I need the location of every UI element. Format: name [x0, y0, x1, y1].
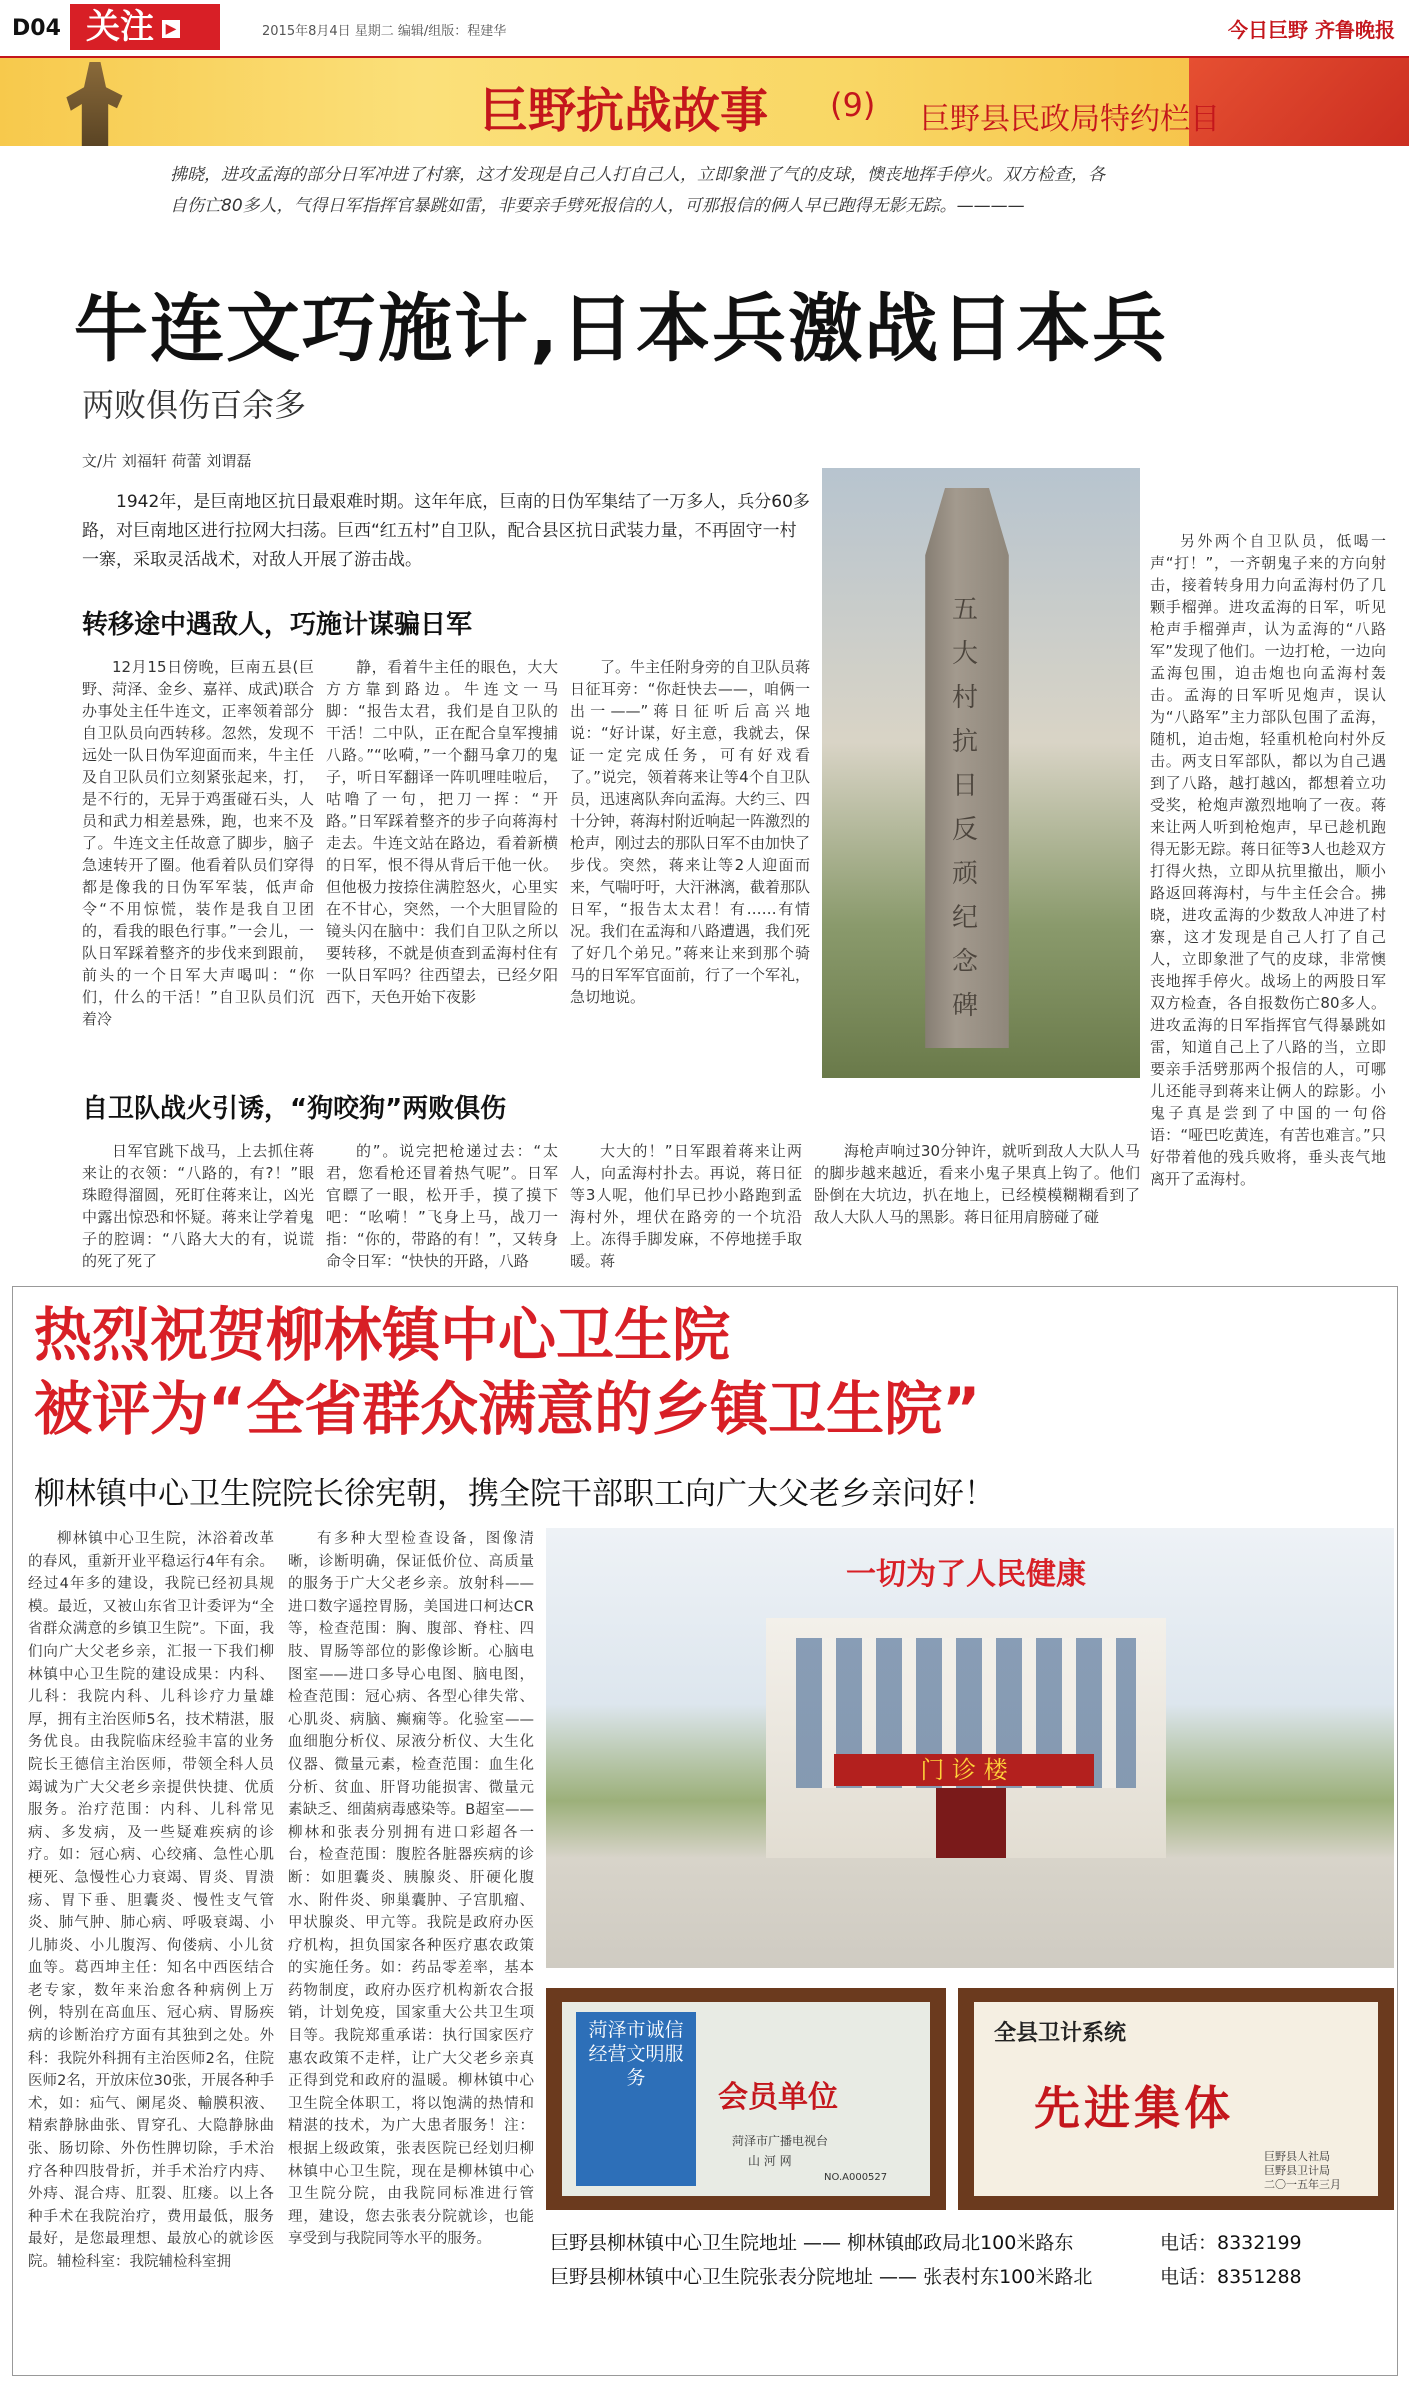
monument-statue-icon — [40, 62, 150, 146]
section2-col4: 海枪声响过30分钟许，就听到敌人大队人马的脚步越来越近，看来小鬼子果真上钩了。他们卧倒在大坑边，扒在地上，已经模模糊糊看到了敌人大队人马的黑影。蒋日征用肩膀碰了碰 — [814, 1142, 1140, 1226]
plaque2-issuer: 巨野县人社局 — [1264, 2150, 1330, 2163]
page-number: D04 — [12, 16, 61, 41]
section1-col3: 了。牛主任附身旁的自卫队员蒋日征耳旁：“你赶快去——，咱俩一出一——”蒋日征听后高兴地说：“好计谋，好主意，我就去，保证一定完成任务，可有好戏看了。”说完，领着蒋来让等4个自卫队员，迅速离队奔向孟海。大约三、四十分钟，蒋海村附近响起一阵激烈的枪声，刚过去的那队日军不由加快了步伐。突然，蒋来让等2人迎面而来，气喘吁吁，大汗淋漓，截着那队日军，“报告太太君！有……有情况。我们在孟海和八路遭遇，我们死了好几个弟兄。”蒋来让来到那个骑马的日军军官面前，行了一个军礼，急切地说。 — [570, 658, 810, 1006]
article-headline: 牛连文巧施计,日本兵激战日本兵 — [74, 286, 1169, 372]
article-right-column: 另外两个自卫队员，低喝一声“打！”，一齐朝鬼子来的方向射击，接着转身用力向孟海村仍了几颗手榴弹。进攻孟海的日军，听见枪声手榴弹声，认为孟海的“八路军”发现了他们。一边打枪，一边向孟海包围，迫击炮也向孟海村轰击。孟海的日军听见炮声，误认为“八路军”主力部队包围了孟海，随机，迫击炮，轻重机枪向村外反击。两支日军部队，都以为自己遇到了八路，越打越凶，都想着立功受奖，枪炮声激烈地响了一夜。蒋来让两人听到枪炮声，早已趁机跑得无影无踪。蒋日征等3人也趁双方打得火热，立即从抗里撤出，顺小路返回蒋海村，与牛主任会合。拂晓，进攻孟海的少数敌人冲进了村寨，这才发现是自己人打了自己人，立即象泄了气的皮球，非常懊丧地挥手停火。战场上的两股日军双方检查，各自报数伤亡80多人。进攻孟海的日军指挥官气得暴跳如雷，知道自己上了八路的当，立即要亲手活劈那两个报信的人，可哪儿还能寻到蒋来让俩人的踪影。小鬼子真是尝到了中国的一句俗语：“哑巴吃黄连，有苦也难言。”只好带着他的残兵败将，垂头丧气地离开了孟海村。 — [1150, 532, 1386, 1188]
building-door — [936, 1788, 1006, 1858]
plaque2-issuer2: 巨野县卫计局 — [1264, 2164, 1330, 2177]
article-subheadline: 两败俱伤百余多 — [82, 386, 307, 424]
plaque1-no: NO.A000527 — [824, 2172, 888, 2183]
section1-title: 转移途中遇敌人，巧施计谋骗日军 — [82, 610, 473, 640]
monument-inscription: 五大村抗日反顽纪念碑 — [952, 595, 979, 1021]
section1-col2: 静，看着牛主任的眼色，大大方方靠到路边。牛连文一马脚：“报告太君，我们是自卫队的干活！二中队，正在配合皇军搜捕八路。”“吆嗬，”一个翻马拿刀的鬼子，听日军翻译一阵叽哩哇啦后，咕噜了一句，把刀一挥：“开路。”日军踩着整齐的步子向蒋海村走去。牛连文站在路边，看着新横的日军，恨不得从背后干他一伙。但他极力按捺住满腔怒火，心里实在不甘心，突然，一个大胆冒险的镜头闪在脑中：我们自卫队之所以要转移，不就是侦查到孟海村住有一队日军吗？往西望去，已经夕阳西下，天色开始下夜影 — [326, 658, 558, 1006]
banner-number: (9) — [830, 86, 876, 124]
article-lead: 1942年，是巨南地区抗日最艰难时期。这年年底，巨南的日伪军集结了一万多人，兵分60多路，对巨南地区进行拉网大扫荡。巨西“红五村”自卫队，配合县区抗日武装力量，不再固守一村一寨，采取灵活战术，对敌人开展了游击战。 — [82, 492, 810, 570]
ad-title — [34, 1298, 980, 1446]
section-label: 关注 — [86, 7, 154, 47]
plaque1-issuer: 菏泽市广播电视台 — [732, 2134, 829, 2148]
plaque2-date: 二〇一五年三月 — [1264, 2178, 1341, 2191]
phone-main: 电话：8332199 — [1160, 2232, 1302, 2254]
section2-col2: 的”。说完把枪递过去：“太君，您看枪还冒着热气呢”。日军官瞟了一眼，松开手，摸了摸下吧：“吆嗬！”飞身上马，战刀一指：“你的，带路的有！”，又转身命令日军：“快快的开路，八路 — [326, 1142, 558, 1270]
hospital-photo — [546, 1528, 1394, 1968]
ad-col2: 有多种大型检查设备，图像清晰，诊断明确，保证低价位、高质量的服务于广大父老乡亲。放射科——进口数字遥控胃肠，美国进口柯达CR等，检查范围：胸、腹部、脊柱、四肢、胃肠等部位的影像诊断。心脑电图室——进口多导心电图、脑电图，检查范围：冠心病、各型心律失常、心肌炎、病脑、癫痫等。化验室——血细胞分析仪、尿液分析仪、大生化仪器、微量元素，检查范围：血生化分析、贫血、肝肾功能损害、微量元素缺乏、细菌病毒感染等。B超室——柳林和张表分别拥有进口彩超各一台，检查范围：腹腔各脏器疾病的诊断：如胆囊炎、胰腺炎、肝硬化腹水、附件炎、卵巢囊肿、子宫肌瘤、甲状腺炎、甲亢等。我院是政府办医疗机构，担负国家各种医疗惠农政策的实施任务。如：药品零差率，基本药物制度，政府办医疗机构新农合报销，计划免疫，国家重大公共卫生项目等。我院郑重承诺：执行国家医疗惠农政策不走样，让广大父老乡亲真正得到党和政府的温暖。柳林镇中心卫生院全体职工，将以饱满的热情和精湛的技术，为广大患者服务！注：根据上级政策，张表医院已经划归柳林镇中心卫生院，现在是柳林镇中心卫生院分院，由我院同标准进行管理，建设，您去张表分院就诊，也能享受到与我院同等水平的服务。 — [288, 1531, 534, 2248]
plaque1-main: 菏泽市诚信经营文明服务 — [576, 2012, 696, 2186]
ad-title-line1: 热烈祝贺柳林镇中心卫生院 — [34, 1301, 731, 1369]
phone-branch: 电话：8351288 — [1160, 2266, 1302, 2288]
plaque-advanced — [958, 1988, 1394, 2210]
red-flag-decoration — [1189, 58, 1409, 146]
ad-title-line2: 被评为“全省群众满意的乡镇卫生院” — [34, 1375, 981, 1443]
ad-subtitle: 柳林镇中心卫生院院长徐宪朝，携全院干部职工向广大父老乡亲问好！ — [34, 1476, 995, 1512]
date-line: 2015年8月4日 星期二 编辑/组版：程建华 — [262, 24, 507, 39]
banner-sponsor: 巨野县民政局特约栏目 — [920, 102, 1220, 137]
plaque-honesty — [546, 1988, 946, 2210]
section2-title: 自卫队战火引诱，“狗咬狗”两败俱伤 — [82, 1094, 507, 1124]
hospital-slogan: 一切为了人民健康 — [846, 1557, 1086, 1592]
section-tag — [70, 4, 220, 50]
plaque-advanced-inner — [974, 2002, 1378, 2196]
article-byline: 文/片 刘福轩 荷蕾 刘谓磊 — [82, 452, 252, 470]
article-intro: 拂晓，进攻孟海的部分日军冲进了村寨，这才发现是自己人打自己人，立即象泄了气的皮球，懊丧地挥手停火。双方检查，各自伤亡80多人，气得日军指挥官暴跳如雷，非要亲手劈死报信的人，可那报信的俩人早已跑得无影无踪。———— — [170, 165, 1105, 216]
column-banner — [0, 58, 1409, 146]
section2-col3: 大大的！”日军跟着蒋来让两人，向孟海村扑去。再说，蒋日征等3人呢，他们早已抄小路跑到孟海村外，埋伏在路旁的一个坑沿上。冻得手脚发麻，不停地搓手取暖。蒋 — [570, 1142, 802, 1270]
section2-col1: 日军官跳下战马，上去抓住蒋来让的衣领：“八路的，有?！”眼珠瞪得溜圆，死盯住蒋来让，凶光中露出惊恐和怀疑。蒋来让学着鬼子的腔调：“八路大大的有，说谎的死了死了 — [82, 1142, 314, 1270]
plaque-honesty-inner — [562, 2002, 930, 2196]
banner-title: 巨野抗战故事 — [480, 83, 769, 139]
outpatient-sign: 门 诊 楼 — [834, 1754, 1094, 1786]
monument-photo — [822, 468, 1140, 1078]
newspaper-brand: 今日巨野 齐鲁晚报 — [1228, 18, 1395, 42]
address-branch: 巨野县柳林镇中心卫生院张表分院地址 —— 张表村东100米路北 — [550, 2266, 1093, 2288]
ad-col1: 柳林镇中心卫生院，沐浴着改革的春风，重新开业平稳运行4年有余。经过4年多的建设，我院已经初具规模。最近，又被山东省卫计委评为“全省群众满意的乡镇卫生院”。下面，我们向广大父老乡亲，汇报一下我们柳林镇中心卫生院的建设成果：内科、儿科：我院内科、儿科诊疗力量雄厚，拥有主治医师5名，技术精湛，服务优良。由我院临床经验丰富的业务院长王德信主治医师，带领全科人员竭诚为广大父老乡亲提供快捷、优质服务。治疗范围：内科、儿科常见病、多发病，及一些疑难疾病的诊疗。如：冠心病、心绞痛、急性心肌梗死、急慢性心力衰竭、胃炎、胃溃疡、胃下垂、胆囊炎、慢性支气管炎、肺气肿、肺心病、呼吸衰竭、小儿肺炎、小儿腹泻、佝偻病、小儿贫血等。葛西坤主任：知名中西医结合老专家，数年来治愈各种病例上万例，特别在高血压、冠心病、胃肠疾病的诊断治疗方面有其独到之处。外科：我院外科拥有主治医师2名，住院医师2名，开放床位30张，开展各种手术，如：疝气、阑尾炎、輸膜积液、精索静脉曲张、胃穿孔、大隐静脉曲张、肠切除、外伤性脾切除，手术治疗各种四肢骨折，并手术治疗内痔、外痔、混合痔、肛裂、肛瘘。以上各种手术在我院治疗，费用最低，服务最好，是您最理想、最放心的就诊医院。辅检科室：我院辅检科室拥 — [28, 1531, 274, 2270]
address-main: 巨野县柳林镇中心卫生院地址 —— 柳林镇邮政局北100米路东 — [550, 2232, 1074, 2254]
section1-col1: 12月15日傍晚，巨南五县(巨野、菏泽、金乡、嘉祥、成武)联合办事处主任牛连文，正率领着部分自卫队员向西转移。忽然，发现不远处一队日伪军迎面而来，牛主任及自卫队员们立刻紧张起来，打，是不行的，无异于鸡蛋碰石头，人员和武力相差悬殊，跑，也来不及了。牛连文主任故意了脚步，脑子急速转开了圈。他看着队员们穿得都是像我的日伪军军装，低声命令“不用惊慌，装作是我自卫团的，看我的眼色行事。”一会儿，一队日军踩着整齐的步伐来到跟前，前头的一个日军大声喝叫：“你们，什么的干活！”自卫队员们沉着冷 — [82, 658, 314, 1028]
plaque2-top: 全县卫计系统 — [994, 2021, 1127, 2046]
plaque1-unit: 会员单位 — [718, 2080, 838, 2115]
arrow-right-icon: ▶ — [162, 20, 180, 38]
plaque2-main: 先进集体 — [1034, 2081, 1234, 2135]
plaque1-issuer2: 山 河 网 — [748, 2154, 792, 2168]
